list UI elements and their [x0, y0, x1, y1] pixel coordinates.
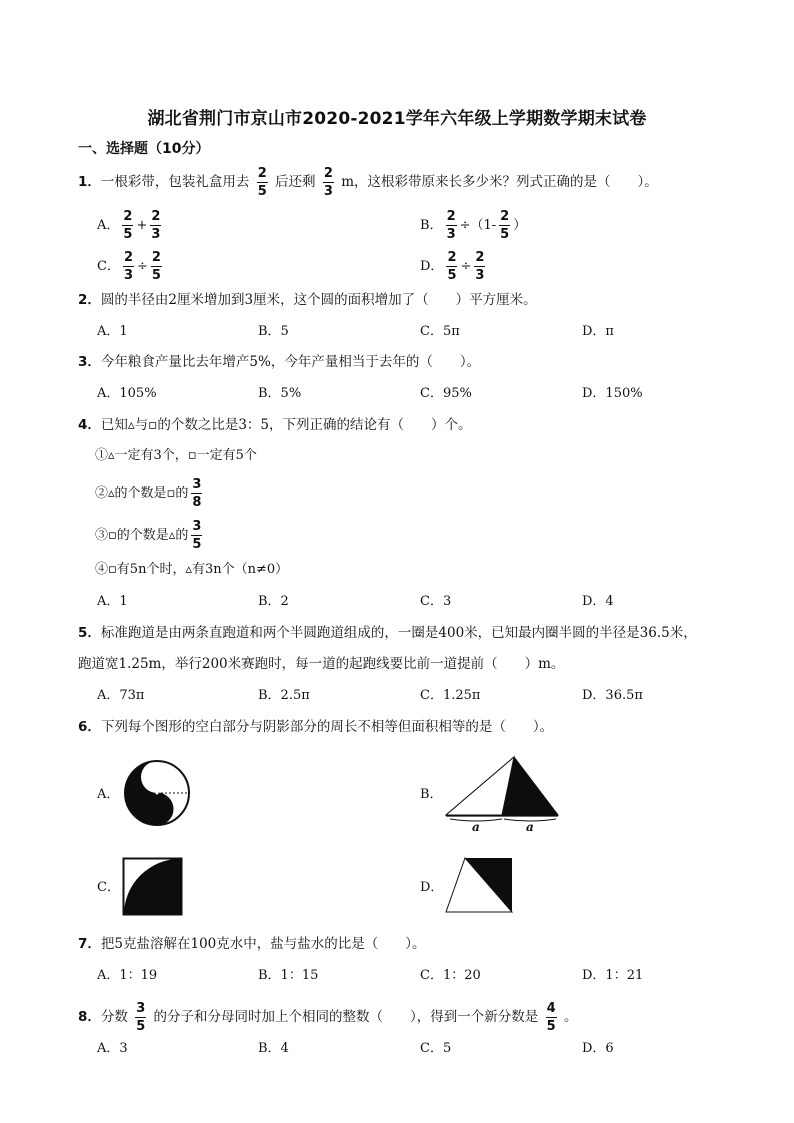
center-label: O	[159, 779, 170, 793]
option-d[interactable]	[420, 250, 488, 283]
option-label: C．	[97, 259, 120, 274]
denominator: 3	[151, 227, 161, 242]
question-5	[78, 624, 697, 642]
question-text: 的分子和分母同时加上个相同的整数（ ），得到一个新分数是	[153, 1009, 539, 1025]
option-a[interactable]: A．1	[97, 324, 128, 339]
question-text: 已知▵与▫的个数之比是3：5，下列正确的结论有（ ）个。	[100, 417, 472, 433]
question-2	[78, 291, 537, 309]
question-5-line-2: 跑道宽1.25m，举行200米赛跑时，每一道的起跑线要比前一道提前（ ）m。	[78, 656, 565, 672]
question-number: 2．	[78, 292, 101, 308]
option-a[interactable]: A．	[97, 787, 120, 802]
numerator: 3	[136, 1001, 146, 1016]
fraction	[257, 166, 268, 199]
denominator: 5	[192, 537, 202, 552]
option-a[interactable]	[97, 209, 164, 242]
numerator: 2	[257, 166, 267, 181]
fraction	[135, 1001, 146, 1034]
option-b[interactable]: B．2.5π	[258, 688, 310, 703]
statement-text: ③▫的个数是▵的	[95, 528, 189, 543]
fraction	[546, 1001, 557, 1034]
question-text: 下列每个图形的空白部分与阴影部分的周长不相等但面积相等的是（ ）。	[100, 719, 554, 735]
numerator: 2	[323, 166, 333, 181]
option-d[interactable]: D．36.5π	[582, 688, 643, 703]
denominator: 5	[151, 268, 161, 283]
fraction	[191, 477, 202, 510]
denominator: 5	[136, 1019, 146, 1034]
fraction	[323, 166, 334, 199]
option-b[interactable]: B．5%	[258, 386, 302, 401]
option-tail: ）	[513, 218, 527, 233]
square-quarter-circle-figure	[122, 857, 184, 917]
option-c[interactable]: C．5π	[420, 324, 460, 339]
option-a[interactable]: A．73π	[97, 688, 145, 703]
fraction	[150, 209, 161, 242]
option-c[interactable]	[97, 250, 165, 283]
numerator: 4	[546, 1001, 556, 1016]
denominator: 5	[257, 184, 267, 199]
operator: +	[136, 218, 148, 233]
yin-yang-circle-figure	[122, 757, 192, 829]
option-label: A．	[97, 218, 120, 233]
option-d[interactable]: D．	[420, 880, 444, 895]
statement-1: ①▵一定有3个，▫一定有5个	[95, 448, 257, 463]
question-text: 标准跑道是由两条直跑道和两个半圆跑道组成的，一圈是400米，已知最内圈半圆的半径是36.5米，	[100, 625, 697, 641]
triangles-figure	[440, 753, 565, 833]
statement-2	[95, 477, 205, 510]
numerator: 2	[446, 209, 456, 224]
page-title: 湖北省荆门市京山市2020-2021学年六年级上学期数学期末试卷	[147, 109, 647, 129]
section-heading: 一、选择题（10分）	[78, 141, 210, 157]
option-c[interactable]: C．5	[420, 1041, 452, 1056]
numerator: 3	[192, 519, 202, 534]
fraction	[191, 519, 202, 552]
denominator: 5	[447, 268, 457, 283]
question-text: 后还剩	[275, 174, 316, 190]
question-number: 8．	[78, 1009, 101, 1025]
fraction	[446, 250, 457, 283]
numerator: 2	[447, 250, 457, 265]
question-3	[78, 353, 480, 371]
fraction	[123, 250, 134, 283]
statement-3	[95, 519, 205, 552]
side-label: a	[526, 820, 534, 833]
option-b[interactable]: B．1：15	[258, 968, 319, 983]
fraction	[499, 209, 510, 242]
option-b[interactable]: B．2	[258, 594, 289, 609]
option-a[interactable]: A．1：19	[97, 968, 158, 983]
numerator: 3	[192, 477, 202, 492]
operator: ÷（1-	[459, 218, 497, 233]
option-b[interactable]: B．4	[258, 1041, 289, 1056]
option-d[interactable]: D．1：21	[582, 968, 644, 983]
option-d[interactable]: D．6	[582, 1041, 614, 1056]
option-c[interactable]: C．	[97, 880, 120, 895]
denominator: 3	[123, 268, 133, 283]
question-number: 7．	[78, 936, 101, 952]
denominator: 3	[323, 184, 333, 199]
option-c[interactable]: C．1：20	[420, 968, 481, 983]
divided-square-figure	[444, 856, 514, 914]
side-label: a	[472, 820, 480, 833]
fraction	[446, 209, 457, 242]
question-text: 今年粮食产量比去年增产5%，今年产量相当于去年的（ ）。	[100, 354, 481, 370]
question-number: 1．	[78, 174, 101, 190]
question-number: 6．	[78, 719, 101, 735]
question-text: 分数	[100, 1009, 128, 1025]
numerator: 2	[500, 209, 510, 224]
denominator: 3	[475, 268, 485, 283]
option-d[interactable]: D．150%	[582, 386, 643, 401]
denominator: 5	[123, 227, 133, 242]
question-6	[78, 718, 553, 736]
operator: ÷	[460, 259, 472, 274]
question-4	[78, 416, 472, 434]
option-b[interactable]	[420, 209, 526, 242]
option-c[interactable]: C．1.25π	[420, 688, 481, 703]
option-a[interactable]: A．105%	[97, 386, 157, 401]
option-a[interactable]: A．3	[97, 1041, 128, 1056]
option-c[interactable]: C．3	[420, 594, 452, 609]
question-8	[78, 1001, 577, 1034]
option-d[interactable]: D．4	[582, 594, 614, 609]
numerator: 2	[123, 250, 133, 265]
numerator: 2	[151, 209, 161, 224]
option-b[interactable]: B．5	[258, 324, 289, 339]
question-text: 圆的半径由2厘米增加到3厘米，这个圆的面积增加了（ ）平方厘米。	[100, 292, 537, 308]
denominator: 8	[192, 495, 202, 510]
fraction	[151, 250, 162, 283]
denominator: 5	[500, 227, 510, 242]
question-text: 把5克盐溶解在100克水中，盐与盐水的比是（ ）。	[100, 936, 426, 952]
question-7	[78, 935, 426, 953]
question-text: m，这根彩带原来长多少米？列式正确的是（ ）。	[341, 174, 658, 190]
option-d[interactable]: D．π	[582, 324, 614, 339]
statement-text: ②▵的个数是▫的	[95, 486, 189, 501]
denominator: 3	[446, 227, 456, 242]
fraction	[474, 250, 485, 283]
question-number: 3．	[78, 354, 101, 370]
question-1	[78, 166, 658, 199]
denominator: 5	[546, 1019, 556, 1034]
option-c[interactable]: C．95%	[420, 386, 472, 401]
question-number: 4．	[78, 417, 101, 433]
numerator: 2	[475, 250, 485, 265]
option-label: D．	[420, 259, 444, 274]
question-text: 。	[563, 1009, 578, 1025]
statement-4: ④▫有5n个时，▵有3n个（n≠0）	[95, 562, 289, 577]
option-a[interactable]: A．1	[97, 594, 128, 609]
option-label: B．	[420, 218, 443, 233]
numerator: 2	[123, 209, 133, 224]
numerator: 2	[151, 250, 161, 265]
question-number: 5．	[78, 625, 101, 641]
fraction	[122, 209, 133, 242]
option-b[interactable]: B．	[420, 787, 443, 802]
question-text: 一根彩带，包装礼盒用去	[100, 174, 250, 190]
operator: ÷	[137, 259, 148, 274]
